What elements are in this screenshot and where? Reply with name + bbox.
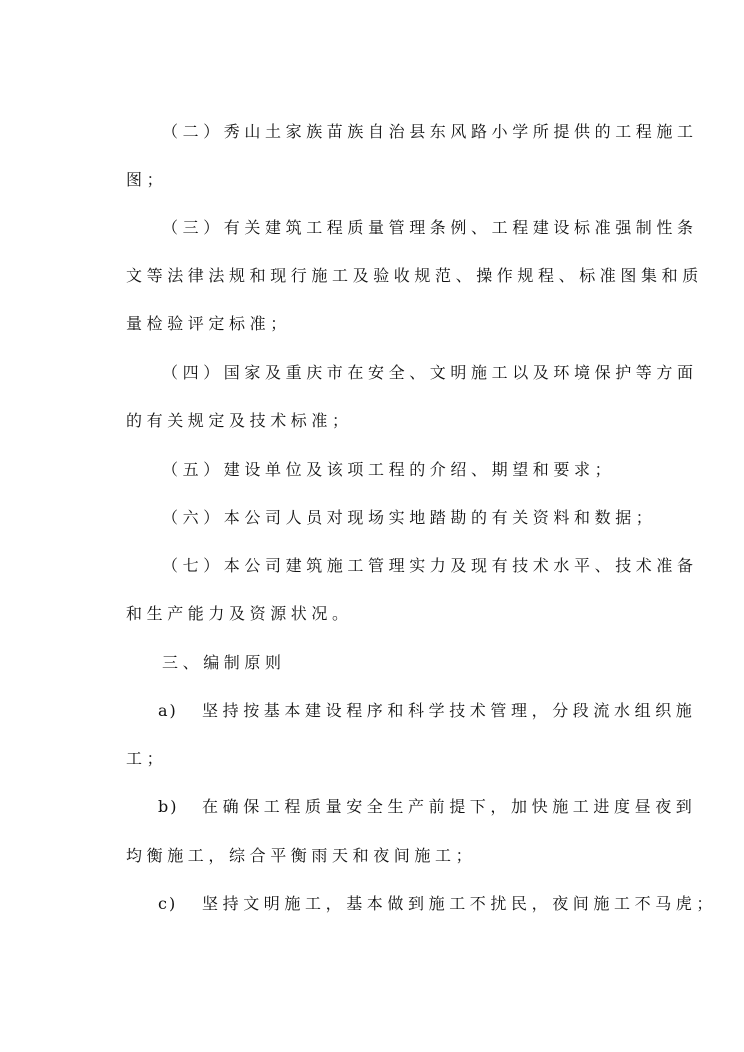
- paragraph-3-line-2: 文等法律法规和现行施工及验收规范、操作规程、标准图集和质: [126, 266, 703, 285]
- principle-a-line-1: 坚持按基本建设程序和科学技术管理，分段流水组织施: [202, 701, 697, 720]
- paragraph-7-line-1: （七）本公司建筑施工管理实力及现有技术水平、技术准备: [162, 556, 698, 575]
- paragraph-2-line-1: （二）秀山土家族苗族自治县东风路小学所提供的工程施工: [162, 122, 698, 141]
- paragraph-6-line-1: （六）本公司人员对现场实地踏勘的有关资料和数据；: [162, 508, 657, 527]
- principle-b-label: b): [158, 797, 179, 816]
- principle-b-line-1: 在确保工程质量安全生产前提下，加快施工进度昼夜到: [202, 797, 697, 816]
- paragraph-7-line-2: 和生产能力及资源状况。: [126, 604, 353, 623]
- paragraph-3-line-3: 量检验评定标准；: [126, 314, 291, 333]
- principle-a-label: a): [158, 701, 178, 720]
- principle-c-label: c): [158, 894, 178, 913]
- principle-b: [158, 797, 697, 817]
- paragraph-4-line-1: （四）国家及重庆市在安全、文明施工以及环境保护等方面: [162, 363, 698, 382]
- paragraph-2-line-2: 图；: [126, 170, 168, 189]
- paragraph-3-line-1: （三）有关建筑工程质量管理条例、工程建设标准强制性条: [162, 218, 698, 237]
- paragraph-5-line-1: （五）建设单位及该项工程的介绍、期望和要求；: [162, 460, 616, 479]
- principle-c-line-1: 坚持文明施工，基本做到施工不扰民，夜间施工不马虎；: [202, 894, 718, 913]
- principle-a-line-2: 工；: [126, 749, 168, 768]
- section-heading: 三、编制原则: [162, 653, 286, 672]
- principle-b-line-2: 均衡施工，综合平衡雨天和夜间施工；: [126, 846, 477, 865]
- principle-a: [158, 701, 697, 721]
- paragraph-4-line-2: 的有关规定及技术标准；: [126, 411, 353, 430]
- principle-c: [158, 894, 718, 914]
